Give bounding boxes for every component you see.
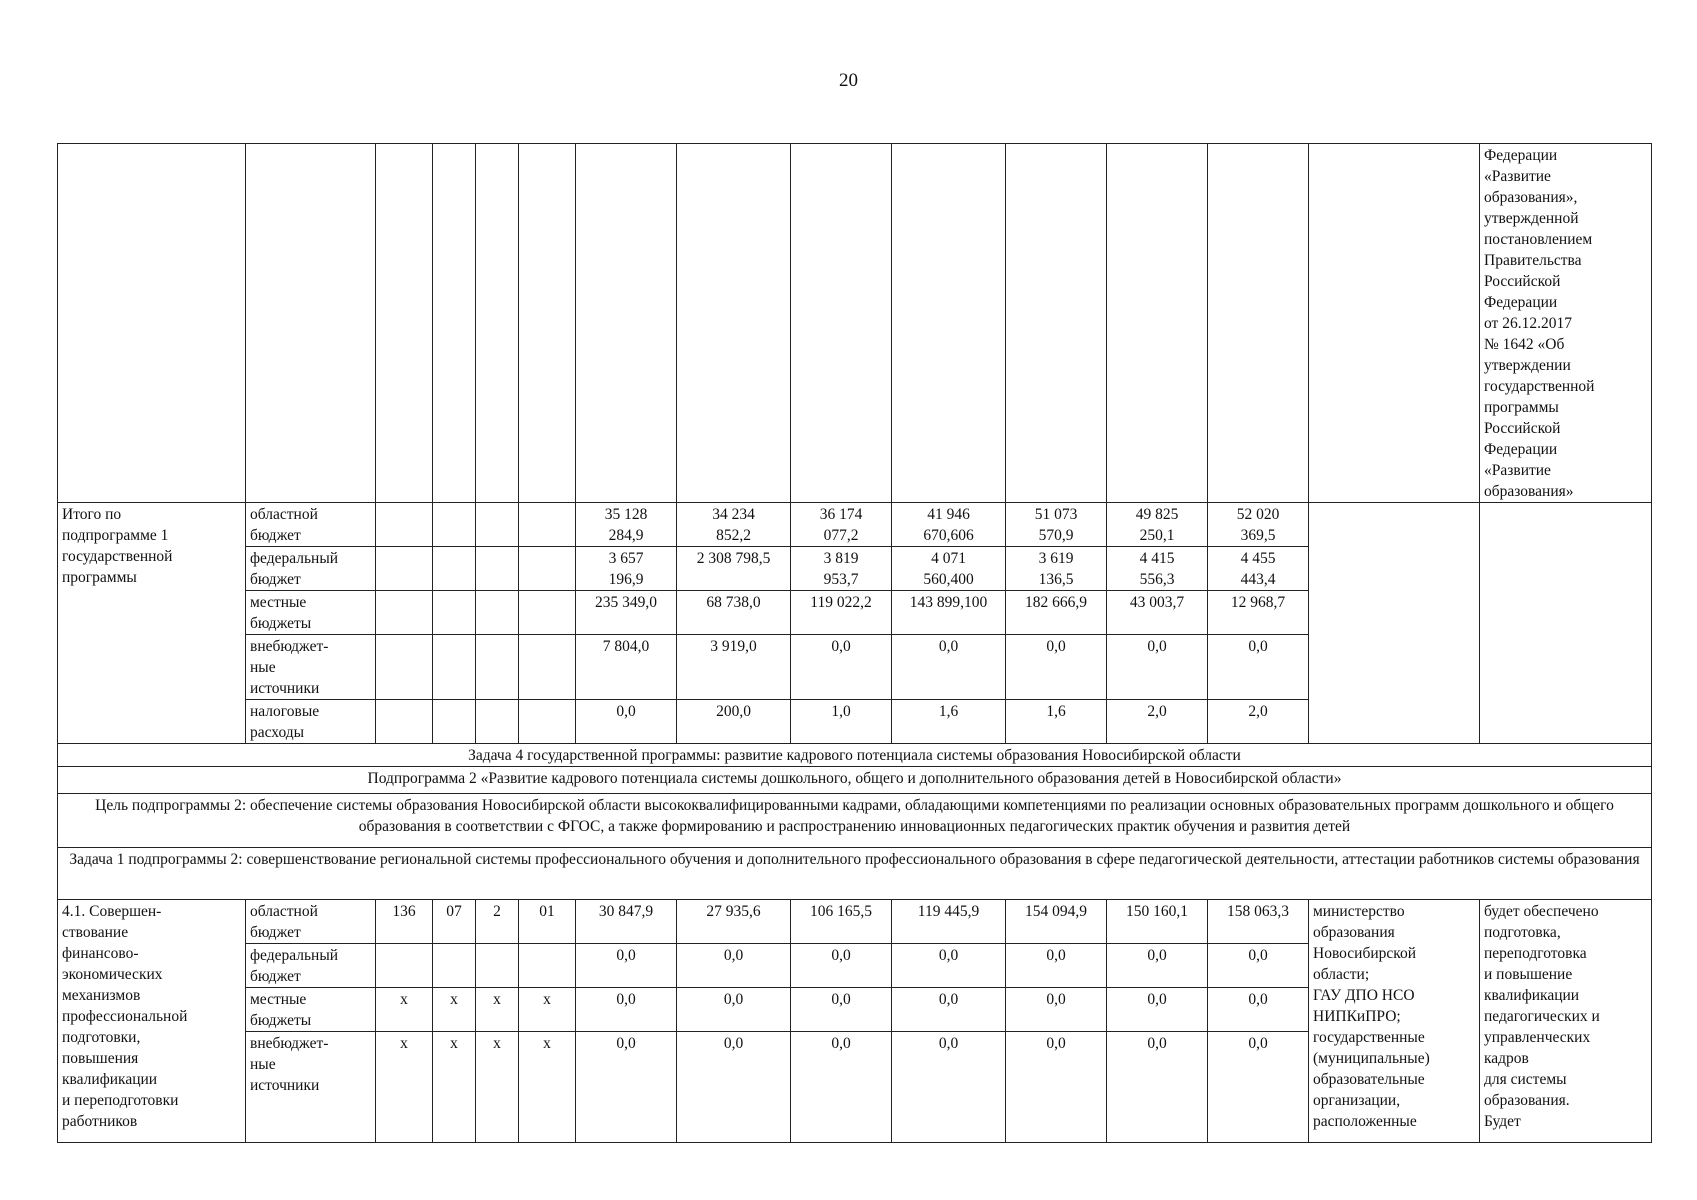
value-cell: 0,0 (892, 988, 1006, 1032)
code-cell: x (433, 988, 476, 1032)
program-table (57, 143, 1652, 1143)
measure-label: 4.1. Совершен- ствование финансово- экономических механизмов профессиональной подготовки, повышения квалификации и переподготовки работников (58, 900, 246, 1143)
value-cell: 0,0 (1006, 1032, 1107, 1143)
code-cell: 07 (433, 900, 476, 944)
code-cell: 2 (476, 900, 519, 944)
code-cell: x (376, 1032, 433, 1143)
funding-source: местные бюджеты (246, 591, 376, 635)
code-cell: x (519, 1032, 576, 1143)
section-heading-row (58, 794, 1652, 848)
table-row (58, 503, 1652, 547)
value-cell: 0,0 (892, 1032, 1006, 1143)
code-cell: 01 (519, 900, 576, 944)
value-cell: 27 935,6 (677, 900, 791, 944)
value-cell: 0,0 (1006, 635, 1107, 700)
result-cell: будет обеспечено подготовка, переподготовка и повышение квалификации педагогических и управленческих кадров для системы образования. Будет (1480, 900, 1652, 1143)
value-cell: 0,0 (791, 1032, 892, 1143)
funding-source: внебюджет- ные источники (246, 635, 376, 700)
code-cell (476, 944, 519, 988)
page-number: 20 (839, 70, 858, 91)
value-cell: 235 349,0 (576, 591, 677, 635)
funding-source: федеральный бюджет (246, 944, 376, 988)
value-cell: 0,0 (892, 635, 1006, 700)
value-cell: 43 003,7 (1107, 591, 1208, 635)
value-cell: 41 946 670,606 (892, 503, 1006, 547)
value-cell: 68 738,0 (677, 591, 791, 635)
value-cell: 0,0 (576, 1032, 677, 1143)
value-cell: 4 455 443,4 (1208, 547, 1309, 591)
value-cell: 2 308 798,5 (677, 547, 791, 591)
code-cell: 136 (376, 900, 433, 944)
value-cell: 0,0 (1208, 988, 1309, 1032)
funding-source: внебюджет- ные источники (246, 1032, 376, 1143)
value-cell: 0,0 (1107, 635, 1208, 700)
value-cell: 0,0 (1006, 988, 1107, 1032)
value-cell: 0,0 (1107, 1032, 1208, 1143)
subprogram1-total-label: Итого по подпрограмме 1 государственной программы (58, 503, 246, 744)
code-cell: x (433, 1032, 476, 1143)
table-row (58, 900, 1652, 944)
code-cell (433, 944, 476, 988)
value-cell: 0,0 (791, 635, 892, 700)
task4-heading: Задача 4 государственной программы: развитие кадрового потенциала системы образования Новосибирской области (58, 744, 1652, 767)
subprogram2-heading: Подпрограмма 2 «Развитие кадрового потенциала системы дошкольного, общего и дополнительного образования детей в Новосибирской области» (58, 767, 1652, 794)
value-cell: 51 073 570,9 (1006, 503, 1107, 547)
value-cell: 1,0 (791, 700, 892, 744)
funding-source: областной бюджет (246, 503, 376, 547)
value-cell: 150 160,1 (1107, 900, 1208, 944)
value-cell: 0,0 (576, 700, 677, 744)
value-cell: 119 445,9 (892, 900, 1006, 944)
value-cell: 4 071 560,400 (892, 547, 1006, 591)
code-cell (519, 944, 576, 988)
value-cell: 0,0 (1107, 988, 1208, 1032)
value-cell: 154 094,9 (1006, 900, 1107, 944)
section-heading-row (58, 848, 1652, 900)
value-cell: 1,6 (892, 700, 1006, 744)
task1-sub2-heading: Задача 1 подпрограммы 2: совершенствование региональной системы профессионального обучения и дополнительного профессионального образования в сфере педагогической деятельности, аттестации работников системы образования (58, 848, 1652, 900)
funding-source: областной бюджет (246, 900, 376, 944)
code-cell (376, 944, 433, 988)
value-cell: 0,0 (677, 988, 791, 1032)
value-cell: 12 968,7 (1208, 591, 1309, 635)
executor-cell (1309, 503, 1480, 744)
value-cell: 3 819 953,7 (791, 547, 892, 591)
value-cell: 0,0 (677, 1032, 791, 1143)
value-cell: 0,0 (1208, 944, 1309, 988)
funding-source: федеральный бюджет (246, 547, 376, 591)
value-cell: 182 666,9 (1006, 591, 1107, 635)
value-cell: 0,0 (1208, 635, 1309, 700)
value-cell: 3 919,0 (677, 635, 791, 700)
result-cell (1480, 503, 1652, 744)
executor-cell: министерство образования Новосибирской области; ГАУ ДПО НСО НИПКиПРО; государственные (муниципальные) образовательные организации, расположенные (1309, 900, 1480, 1143)
code-cell: x (476, 1032, 519, 1143)
value-cell: 0,0 (1006, 944, 1107, 988)
value-cell: 119 022,2 (791, 591, 892, 635)
value-cell: 36 174 077,2 (791, 503, 892, 547)
table-body (58, 144, 1652, 1143)
goal2-heading: Цель подпрограммы 2: обеспечение системы образования Новосибирской области высококвалифицированными кадрами, обладающими компетенциями по реализации основных образовательных программ дошкольного и общего образования в соответствии с ФГОС, а также формированию и распространению инновационных педагогических практик обучения и развития детей (58, 794, 1652, 848)
value-cell: 3 619 136,5 (1006, 547, 1107, 591)
section-heading-row (58, 744, 1652, 767)
funding-source: налоговые расходы (246, 700, 376, 744)
value-cell: 106 165,5 (791, 900, 892, 944)
note-continuation: Федерации «Развитие образования», утвержденной постановлением Правительства Российской Федерации от 26.12.2017 № 1642 «Об утверждении государственной программы Российской Федерации «Развитие образования» (1480, 144, 1652, 503)
funding-source: местные бюджеты (246, 988, 376, 1032)
continuation-row (58, 144, 1652, 503)
value-cell: 2,0 (1107, 700, 1208, 744)
code-cell: x (476, 988, 519, 1032)
value-cell: 34 234 852,2 (677, 503, 791, 547)
value-cell: 0,0 (1208, 1032, 1309, 1143)
value-cell: 0,0 (677, 944, 791, 988)
value-cell: 7 804,0 (576, 635, 677, 700)
value-cell: 0,0 (892, 944, 1006, 988)
value-cell: 158 063,3 (1208, 900, 1309, 944)
value-cell: 3 657 196,9 (576, 547, 677, 591)
value-cell: 52 020 369,5 (1208, 503, 1309, 547)
value-cell: 0,0 (576, 944, 677, 988)
value-cell: 49 825 250,1 (1107, 503, 1208, 547)
section-heading-row (58, 767, 1652, 794)
value-cell: 35 128 284,9 (576, 503, 677, 547)
code-cell: x (519, 988, 576, 1032)
value-cell: 1,6 (1006, 700, 1107, 744)
value-cell: 200,0 (677, 700, 791, 744)
value-cell: 0,0 (576, 988, 677, 1032)
code-cell: x (376, 988, 433, 1032)
value-cell: 2,0 (1208, 700, 1309, 744)
value-cell: 143 899,100 (892, 591, 1006, 635)
value-cell: 0,0 (791, 944, 892, 988)
value-cell: 30 847,9 (576, 900, 677, 944)
value-cell: 4 415 556,3 (1107, 547, 1208, 591)
value-cell: 0,0 (791, 988, 892, 1032)
value-cell: 0,0 (1107, 944, 1208, 988)
